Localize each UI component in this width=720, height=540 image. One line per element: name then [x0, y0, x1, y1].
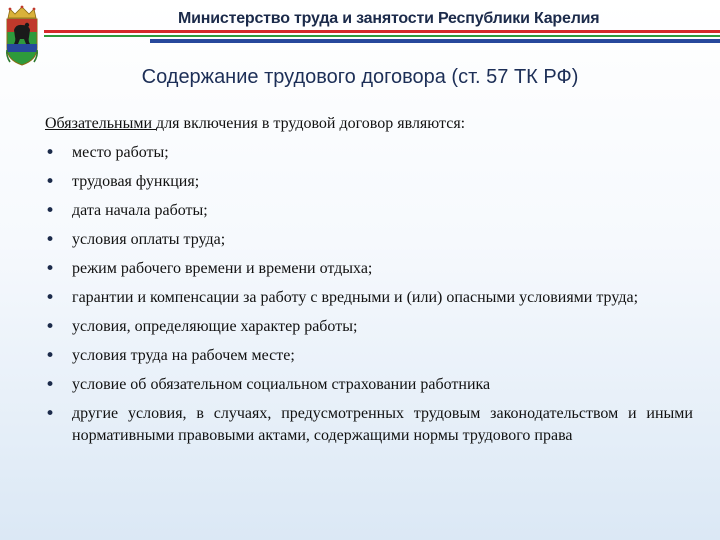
list-item: • другие условия, в случаях, предусмотренных трудовым законодательством и иными нормативными правовыми актами, содержащими нормы трудового права: [45, 403, 693, 447]
header-stripe-red: [44, 30, 720, 33]
ministry-name: Министерство труда и занятости Республики Карелия: [178, 10, 600, 27]
list-item: • условия оплаты труда;: [45, 229, 693, 251]
list-item: • условие об обязательном социальном страховании работника: [45, 374, 693, 396]
list-item: • трудовая функция;: [45, 171, 693, 193]
header-stripe-green: [44, 35, 720, 37]
intro-underlined-word: Обязательными: [45, 115, 157, 132]
intro-text: [45, 113, 693, 135]
list-item: • место работы;: [45, 142, 693, 164]
list-item: • дата начала работы;: [45, 200, 693, 222]
list-item: • гарантии и компенсации за работу с вредными и (или) опасными условиями труда;: [45, 287, 693, 309]
slide-content: [45, 113, 693, 454]
list-item: • условия труда на рабочем месте;: [45, 345, 693, 367]
list-item: • режим рабочего времени и времени отдыха;: [45, 258, 693, 280]
slide-title: Содержание трудового договора (ст. 57 ТК РФ): [141, 66, 579, 88]
karelia-coat-of-arms-icon: [2, 4, 42, 68]
list-item: • условия, определяющие характер работы;: [45, 316, 693, 338]
header-stripe-blue: [150, 39, 720, 43]
intro-rest: для включения в трудовой договор являются:: [156, 115, 466, 132]
contract-conditions-list: [45, 142, 693, 447]
